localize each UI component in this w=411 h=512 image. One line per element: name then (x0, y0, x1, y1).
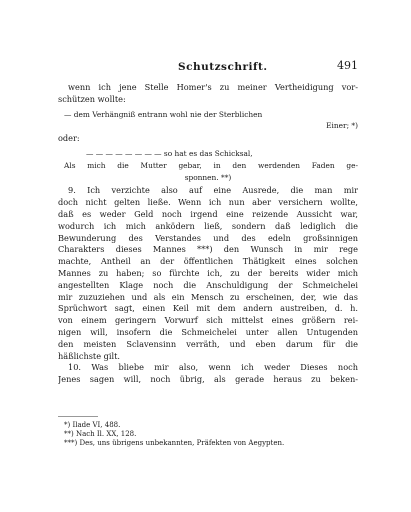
text-line: wodurch ich mich anködern ließ, sondern daß lediglich die (58, 220, 358, 231)
book-page (58, 58, 358, 448)
footnote: **) Nach Il. XX, 128. (64, 429, 137, 438)
text-line: von einem geringern Vorwurf sich mittelst eines größern rei- (58, 315, 358, 326)
text-line: Jenes sagen will, noch übrig, als gerade heraus zu beken- (58, 374, 358, 385)
text-line: Mannes zu haben; so fürchte ich, zu der bereits wider mich (58, 267, 358, 278)
text-line: machte, Antheil an der öffentlichen Thätigkeit eines solchen (58, 256, 358, 267)
footnote: *) Ilade VI, 488. (64, 420, 121, 429)
text-line: doch nicht gelten ließe. Wenn ich nun aber versichern wollte, (58, 197, 358, 208)
quote-line: — — — — — — — — so hat es das Schicksal, (86, 148, 253, 158)
text-line: Charakters dieses Mannes ***) den Wunsch in mir rege (58, 244, 358, 255)
quote-line: Als mich die Mutter gebar, in den werdenden Faden ge- (64, 160, 358, 170)
text-line: nigen will, insofern die Schmeichelei unter allen Untugenden (58, 326, 358, 337)
text-line: daß es weder Geld noch irgend eine reizende Aussicht war, (58, 208, 358, 219)
text-line: schützen wollte: (58, 93, 126, 104)
quote-line: sponnen. **) (184, 172, 232, 182)
text-line: den meisten Sclavensinn verräth, und eben darum für die (58, 338, 358, 349)
text-line: 9. Ich verzichte also auf eine Ausrede, die man mir (68, 185, 358, 196)
quote-line: — dem Verhängniß entrann wohl nie der Sterblichen (64, 109, 263, 119)
text-line: wenn ich jene Stelle Homer's zu meiner Vertheidigung vor- (68, 82, 358, 92)
text-line: 10. Was bliebe mir also, wenn ich weder Dieses noch (68, 362, 358, 373)
footnote-separator (58, 416, 98, 417)
text-line: mir zuzuziehen und als ein Mensch zu erscheinen, der, wie das (58, 291, 358, 302)
text-line: häßlichste gilt. (58, 350, 121, 361)
text-line: Sprüchwort sagt, einen Keil mit dem andern austreiben, d. h. (58, 303, 358, 314)
text-line: Bewunderung des Verstandes und des edeln großsinnigen (58, 232, 358, 243)
text-line: angestellten Klage noch die Anschuldigung der Schmeichelei (58, 279, 358, 290)
text-line: oder: (58, 133, 80, 144)
running-title: Schutzschrift. (178, 61, 268, 73)
page-header (58, 58, 358, 78)
page-number: 491 (337, 59, 358, 72)
quote-line: Einer; *) (326, 121, 358, 131)
footnote: ***) Des, uns übrigens unbekannten, Präfekten von Aegypten. (64, 438, 285, 447)
